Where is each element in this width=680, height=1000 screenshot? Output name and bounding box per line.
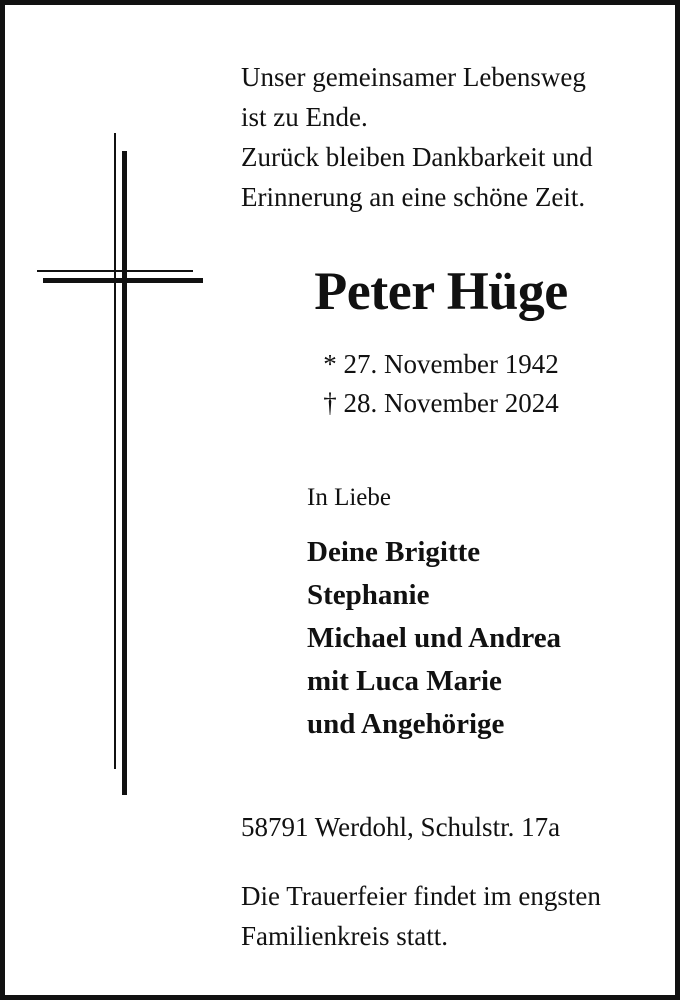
intro-verse <box>241 57 593 217</box>
address: 58791 Werdohl, Schulstr. 17a <box>241 812 561 842</box>
intro-line: Unser gemeinsamer Lebensweg <box>241 62 586 92</box>
cross-vertical-thin-bar <box>114 133 116 769</box>
cross-horizontal-thick-bar <box>43 278 203 283</box>
mourner-name: Stephanie <box>307 579 430 611</box>
cross-icon <box>33 133 205 797</box>
birth-date: * 27. November 1942 <box>323 349 559 379</box>
mourner-name: Michael und Andrea <box>307 622 562 654</box>
mourner-name: mit Luca Marie <box>307 665 502 697</box>
intro-line: ist zu Ende. <box>241 102 368 132</box>
mourner-name: und Angehörige <box>307 708 505 740</box>
death-date: † 28. November 2024 <box>323 388 559 418</box>
ceremony-line: Die Trauerfeier findet im engsten <box>241 881 601 911</box>
mourner-name: Deine Brigitte <box>307 536 481 568</box>
deceased-name: Peter Hüge <box>314 261 568 321</box>
intro-line: Zurück bleiben Dankbarkeit und <box>241 142 593 172</box>
life-dates <box>241 345 641 423</box>
cross-horizontal-thin-bar <box>37 270 193 272</box>
mourners-list <box>307 531 561 746</box>
ceremony-line: Familienkreis statt. <box>241 921 448 951</box>
intro-line: Erinnerung an eine schöne Zeit. <box>241 182 586 212</box>
ceremony-notice <box>241 876 601 956</box>
mourners-intro: In Liebe <box>307 484 391 511</box>
cross-vertical-thick-bar <box>122 151 127 795</box>
